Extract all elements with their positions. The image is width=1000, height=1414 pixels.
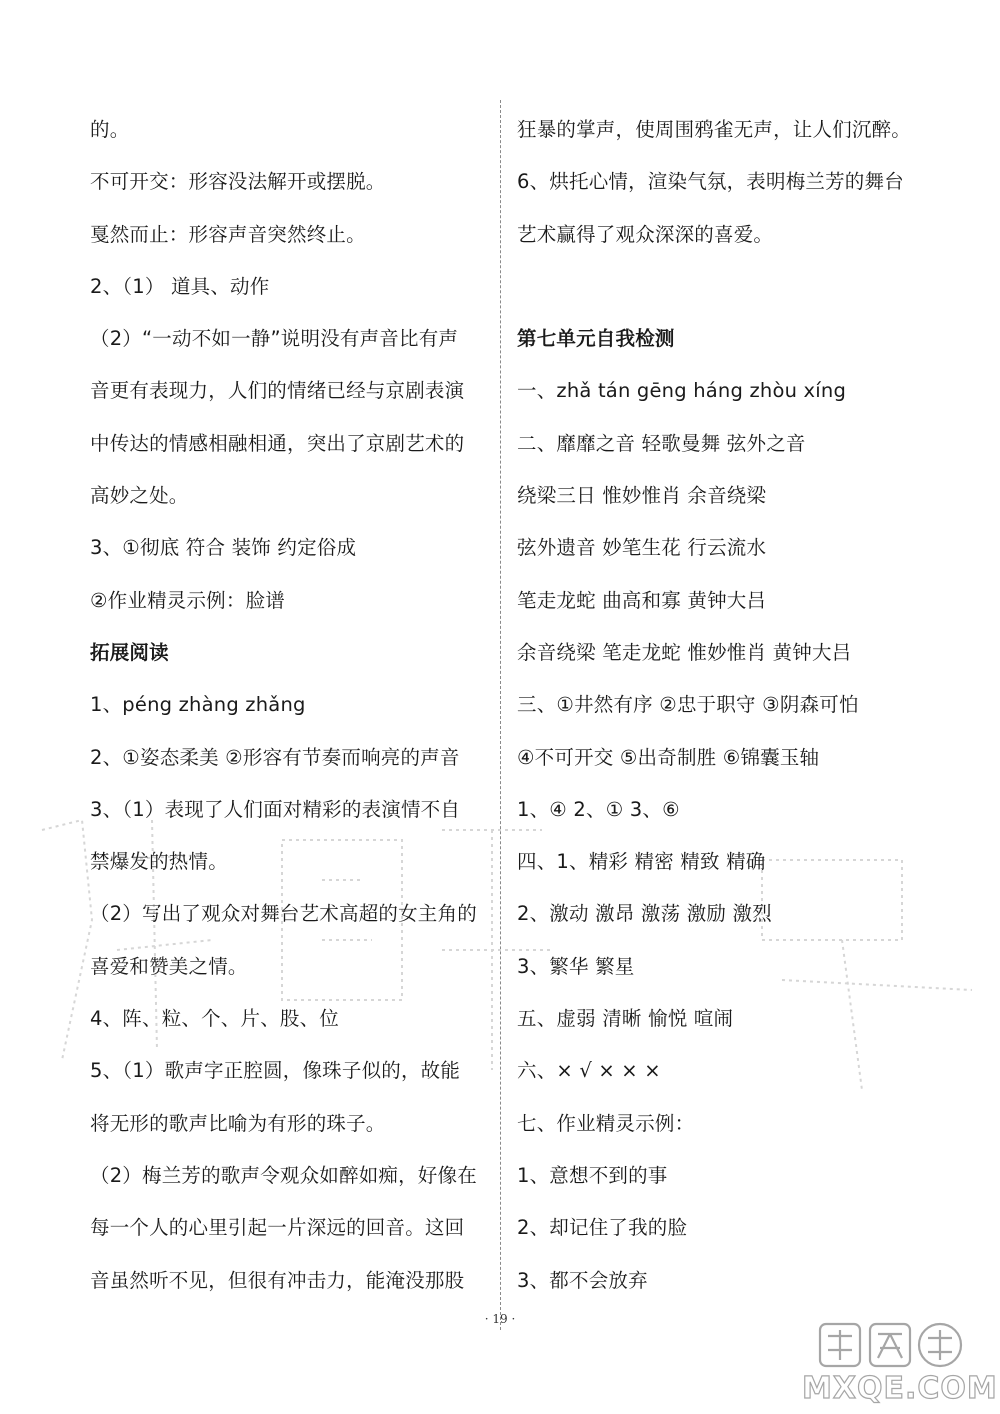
right-text-line: 四、1、精彩 精密 精致 精确 (517, 850, 766, 874)
right-text-line: 二、靡靡之音 轻歌曼舞 弦外之音 (517, 431, 806, 455)
watermark-text: MXQE.COM (802, 1371, 998, 1406)
right-text-line: 七、作业精灵示例： (517, 1111, 695, 1135)
left-text-line: 音虽然听不见，但很有冲击力，能淹没那股 (90, 1268, 465, 1292)
left-text-line: 1、péng zhàng zhǎng (90, 693, 306, 717)
left-text-line: 将无形的歌声比喻为有形的珠子。 (90, 1111, 386, 1135)
left-text-line: ②作业精灵示例：脸谱 (90, 588, 285, 612)
column-divider (500, 100, 501, 1330)
right-column (517, 104, 917, 1307)
right-text-line: 1、④ 2、① 3、⑥ (517, 797, 680, 821)
section-heading: 拓展阅读 (90, 640, 169, 664)
left-text-line: 高妙之处。 (90, 484, 189, 508)
right-text-line: 3、都不会放弃 (517, 1268, 648, 1292)
right-text-line: 三、①井然有序 ②忠于职守 ③阴森可怕 (517, 693, 859, 717)
left-text-line: 4、阵、粒、个、片、股、位 (90, 1007, 340, 1031)
left-text-line: （2）“一动不如一静”说明没有声音比有声 (90, 327, 459, 351)
left-text-line: 喜爱和赞美之情。 (90, 954, 248, 978)
right-text-line: 六、× √ × × × (517, 1059, 661, 1083)
right-text-line: 3、繁华 繁星 (517, 954, 635, 978)
right-text-line: ④不可开交 ⑤出奇制胜 ⑥锦囊玉轴 (517, 745, 820, 769)
right-text-line: 五、虚弱 清晰 愉悦 喧闹 (517, 1007, 734, 1031)
left-text-line: 戛然而止：形容声音突然终止。 (90, 222, 366, 246)
left-text-line: 音更有表现力，人们的情绪已经与京剧表演 (90, 379, 465, 403)
right-text-line: 2、却记住了我的脸 (517, 1216, 688, 1240)
blank-line (517, 261, 917, 313)
right-text-line: 笔走龙蛇 曲高和寡 黄钟大吕 (517, 588, 767, 612)
left-text-line: 每一个人的心里引起一片深远的回音。这回 (90, 1216, 465, 1240)
right-text-line: 6、烘托心情，渲染气氛，表明梅兰芳的舞台 (517, 170, 904, 194)
left-text-line: 2、①姿态柔美 ②形容有节奏而响亮的声音 (90, 745, 460, 769)
left-text-line: 不可开交：形容没法解开或摆脱。 (90, 170, 386, 194)
right-text-line: 余音绕梁 笔走龙蛇 惟妙惟肖 黄钟大吕 (517, 640, 852, 664)
left-column (90, 104, 490, 1307)
section-heading: 第七单元自我检测 (517, 327, 675, 351)
left-text-line: （2）写出了观众对舞台艺术高超的女主角的 (90, 902, 477, 926)
left-text-line: 3、（1）表现了人们面对精彩的表演情不自 (90, 797, 461, 821)
left-text-line: 2、（1） 道具、动作 (90, 274, 270, 298)
left-text-line: 中传达的情感相融相通，突出了京剧艺术的 (90, 431, 465, 455)
left-text-line: 禁爆发的热情。 (90, 850, 228, 874)
right-text-line: 一、zhǎ tán gēng háng zhòu xíng (517, 379, 847, 403)
right-text-line: 艺术赢得了观众深深的喜爱。 (517, 222, 774, 246)
watermark (802, 1318, 998, 1410)
left-text-line: 3、①彻底 符合 装饰 约定俗成 (90, 536, 357, 560)
right-text-line: 绕梁三日 惟妙惟肖 余音绕梁 (517, 484, 767, 508)
right-text-line: 狂暴的掌声，使周围鸦雀无声，让人们沉醉。 (517, 118, 912, 141)
left-text-line: 的。 (90, 118, 130, 141)
left-text-line: 5、（1）歌声字正腔圆，像珠子似的，故能 (90, 1059, 461, 1083)
watermark-logo-icon (816, 1320, 968, 1372)
right-text-line: 2、激动 激昂 激荡 激励 激烈 (517, 902, 772, 926)
right-text-line: 1、意想不到的事 (517, 1163, 668, 1187)
right-text-line: 弦外遗音 妙笔生花 行云流水 (517, 536, 767, 560)
left-text-line: （2）梅兰芳的歌声令观众如醉如痴，好像在 (90, 1163, 477, 1187)
page-number: · 19 · (484, 1312, 516, 1326)
